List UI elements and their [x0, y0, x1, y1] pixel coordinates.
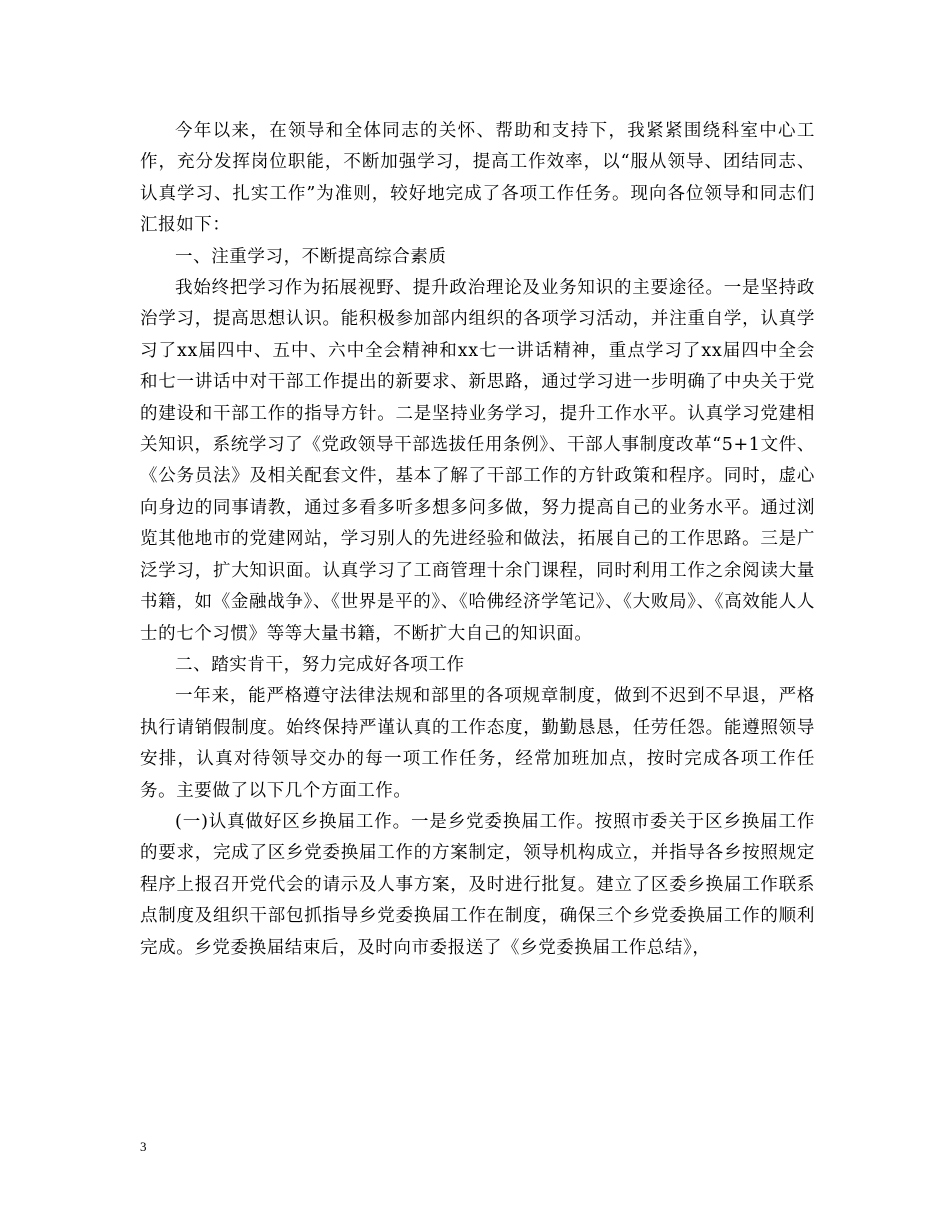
- election-paragraph: (一)认真做好区乡换届工作。一是乡党委换届工作。按照市委关于区乡换届工作的要求，完成了区乡党委换届工作的方案制定，领导机构成立，并指导各乡按照规定程序上报召开党代会的请示及人事方案，及时进行批复。建立了区委乡换届工作联系点制度及组织干部包抓指导乡党委换届工作在制度，确保三个乡党委换届工作的顺利完成。乡党委换届结束后，及时向市委报送了《乡党委换届工作总结》，: [140, 811, 815, 958]
- document-body: [140, 116, 815, 964]
- work-paragraph: 一年来，能严格遵守法律法规和部里的各项规章制度，做到不迟到不早退，严格执行请销假制度。始终保持严谨认真的工作态度，勤勤恳恳，任劳任怨。能遵照领导安排，认真对待领导交办的每一项工作任务，经常加班加点，按时完成各项工作任务。主要做了以下几个方面工作。: [140, 686, 815, 801]
- page-number: 3: [140, 1139, 147, 1154]
- study-paragraph: 我始终把学习作为拓展视野、提升政治理论及业务知识的主要途径。一是坚持政治学习，提高思想认识。能积极参加部内组织的各项学习活动，并注重自学，认真学习了xx届四中、五中、六中全会精神和xx七一讲话精神，重点学习了xx届四中全会和七一讲话中对干部工作提出的新要求、新思路，通过学习进一步明确了中央关于党的建设和干部工作的指导方针。二是坚持业务学习，提升工作水平。认真学习党建相关知识，系统学习了《党政领导干部选拔任用条例》、干部人事制度改革“5+1文件、《公务员法》及相关配套文件，基本了解了干部工作的方针政策和程序。同时，虚心向身边的同事请教，通过多看多听多想多问多做，努力提高自己的业务水平。通过浏览其他地市的党建网站，学习别人的先进经验和做法，拓展自己的工作思路。三是广泛学习，扩大知识面。认真学习了工商管理十余门课程，同时利用工作之余阅读大量书籍，如《金融战争》、《世界是平的》、《哈佛经济学笔记》、《大败局》、《高效能人人士的七个习惯》等等大量书籍，不断扩大自己的知识面。: [140, 278, 815, 644]
- section-heading-study: 一、注重学习，不断提高综合素质: [175, 246, 447, 267]
- section-heading-work: 二、踏实肯干，努力完成好各项工作: [175, 654, 465, 675]
- intro-paragraph: 今年以来，在领导和全体同志的关怀、帮助和支持下，我紧紧围绕科室中心工作，充分发挥岗位职能，不断加强学习，提高工作效率，以“服从领导、团结同志、认真学习、扎实工作”为准则，较好地完成了各项工作任务。现向各位领导和同志们汇报如下：: [140, 121, 815, 236]
